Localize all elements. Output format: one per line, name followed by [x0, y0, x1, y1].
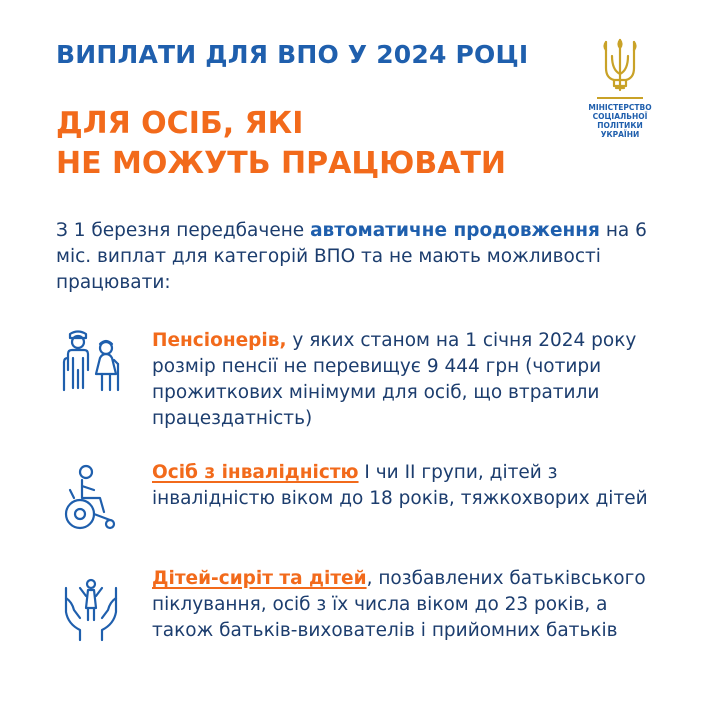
list-item-pensioners [56, 328, 676, 448]
ministry-name-line-2: СОЦІАЛЬНОЇ ПОЛІТИКИ [592, 112, 648, 130]
disabled-text: І чи ІІ групи, дітей з інвалідністю віком до 18 років, тяжкохворих дітей [152, 462, 648, 509]
ministry-name-line-3: УКРАЇНИ [600, 130, 640, 139]
pensioners-description [152, 328, 672, 432]
intro-paragraph [56, 218, 676, 296]
orphans-text: , позбавлених батьківського піклування, осіб з їх числа віком до 23 років, а також батьків-вихователів і прийомних батьків [152, 568, 646, 641]
pensioners-text: у яких станом на 1 січня 2024 року розмір пенсії не перевищує 9 444 грн (чотири прожиткових мінімуми для осіб, що втратили працездатність) [152, 330, 637, 429]
disabled-highlight: Осіб з інвалідністю [152, 462, 359, 483]
intro-text-end: на 6 міс. виплат для категорій ВПО та не мають можливості працювати: [56, 220, 647, 293]
list-item-disabled [56, 460, 676, 580]
wheelchair-icon [56, 464, 126, 534]
trident-emblem-icon [600, 36, 640, 94]
caring-hands-icon [56, 574, 126, 644]
orphans-description [152, 566, 672, 644]
disabled-description [152, 460, 672, 512]
headline [56, 104, 506, 184]
logo-divider [597, 97, 643, 99]
ministry-name [572, 103, 668, 139]
ministry-name-line-1: МІНІСТЕРСТВО [588, 103, 652, 112]
pensioners-highlight: Пенсіонерів, [152, 330, 287, 351]
orphans-highlight: Дітей-сиріт та дітей [152, 568, 367, 589]
page-title: ВИПЛАТИ ДЛЯ ВПО У 2024 РОЦІ [56, 40, 529, 69]
headline-line-2: НЕ МОЖУТЬ ПРАЦЮВАТИ [56, 146, 507, 181]
headline-line-1: ДЛЯ ОСІБ, ЯКІ [56, 106, 304, 141]
elderly-couple-icon [56, 330, 126, 400]
list-item-orphans [56, 566, 676, 686]
intro-text-start: З 1 березня передбачене [56, 220, 311, 241]
ministry-logo [572, 36, 668, 146]
intro-bold-text: автоматичне продовження [310, 220, 600, 241]
